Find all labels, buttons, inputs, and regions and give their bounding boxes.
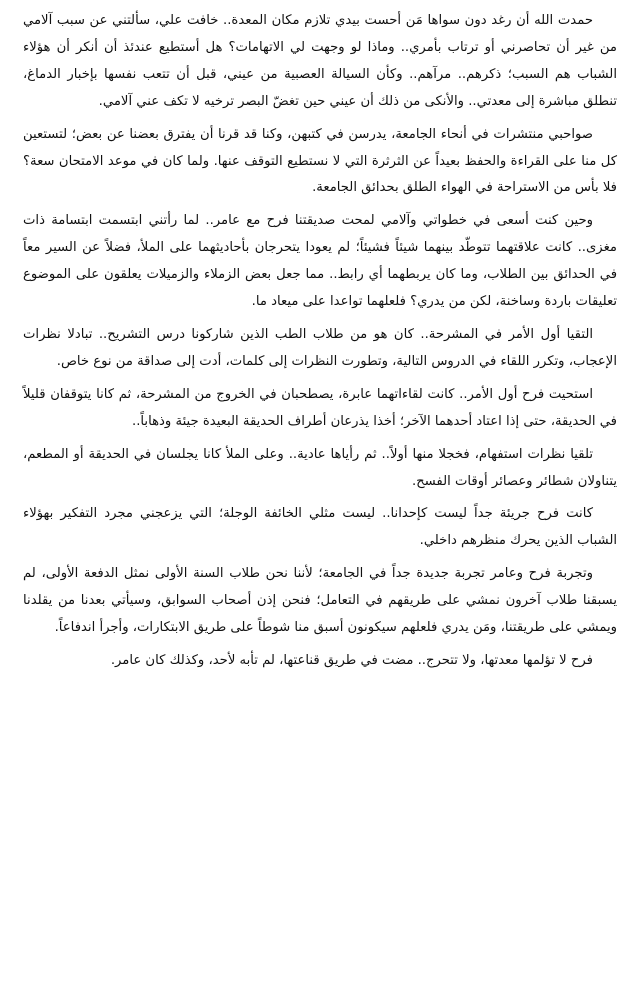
paragraph-7: كانت فرح جريئة جداً ليست كإحدانا.. ليست مثلي الخائفة الوجلة؛ التي يزعجني مجرد التفكير بهؤلاء الشباب الذين يحرك منظرهم داخلي. [23, 506, 617, 549]
paragraph-8: وتجربة فرح وعامر تجربة جديدة جداً في الجامعة؛ لأننا نحن طلاب السنة الأولى نمثل الدفعة الأولى، لم يسبقنا طلاب آخرون نمشي على طريقهم في التعامل؛ فنحن إذن أصحاب السوابق، وسيأتي بعدنا من يقلدنا ويمشي على طريقتنا، ومَن يدري فلعلهم سيكونون أسبق منا شوطاً على طريق الابتكارات، وأجرأ اندفاعاً. [23, 566, 617, 636]
paragraph-9: فرح لا تؤلمها معدتها، ولا تتحرج.. مضت في طريق قناعتها، لم تأبه لأحد، وكذلك كان عامر. [110, 652, 593, 668]
paragraph-4: التقيا أول الأمر في المشرحة.. كان هو من طلاب الطب الذين شاركونا درس التشريح.. تبادلا نظرات الإعجاب، وتكرر اللقاء في الدروس التالية، وتطورت النظرات إلى كلمات، أدت إلى صداقة من نوع خاص. [23, 326, 617, 369]
paragraph-1: حمدت الله أن رغد دون سواها مَن أحست بيدي تلازم مكان المعدة.. خافت علي، سألتني عن سبب آلامي من غير أن تحاصرني أو ترتاب بأمري.. وماذا لو وجهت لي الاتهامات؟ هل أستطيع عندئذ أن أنكر أن هؤلاء الشباب هم السبب؛ ذكرهم.. مرآهم.. وكأن السيالة العصبية من عيني، قبل أن تتعب نفسها بإخبار الدماغ، تنطلق مباشرة إلى معدتي.. والأنكى من ذلك أن عيني حين تغضّ البصر ترخيه لا تكف عني آلامي. [23, 13, 617, 109]
paragraph-5: استحيت فرح أول الأمر.. كانت لقاءاتهما عابرة، يصطحبان في الخروج من المشرحة، ثم كانا يتوقفان قليلاً في الحديقة، حتى إذا اعتاد أحدهما الآخر؛ أخذا يذرعان أطراف الحديقة البعيدة جيئة وذهاباً.. [23, 386, 617, 429]
paragraph-2: صواحبي منتشرات في أنحاء الجامعة، يدرسن في كتبهن، وكنا قد قرنا أن يفترق بعضنا عن بعض؛ لتستعين كل منا على القراءة والحفظ بعيداً عن الثرثرة التي لا نستطيع التوقف عنها. ولما كان في موعد الامتحان سعة؟ فلا بأس من الاستراحة في الهواء الطلق بحدائق الجامعة. [23, 126, 617, 196]
paragraph-3: وحين كنت أسعى في خطواتي وآلامي لمحت صديقتنا فرح مع عامر.. لما رأتني ابتسمت ابتسامة ذات مغزى.. كانت علاقتهما تتوطّد بينهما شيئاً فشيئاً؛ لم يعودا يتحرجان بأحاديثهما على الملأ، فضلاً عن السير معاً في الحدائق بين الطلاب، وما كان يربطهما أي رابط.. مما جعل بعض الزملاء والزميلات يعلقون على الموضوع تعليقات باردة وساخنة، لكن من يدري؟ فلعلهما تواعدا على ميعاد ما. [23, 213, 617, 310]
paragraph-6: تلقيا نظرات استفهام، فخجلا منها أولاً.. ثم رأياها عادية.. وعلى الملأ كانا يجلسان في الحديقة أو المطعم، يتناولان شطائر وعصائر أوقات الفسح. [23, 446, 617, 489]
